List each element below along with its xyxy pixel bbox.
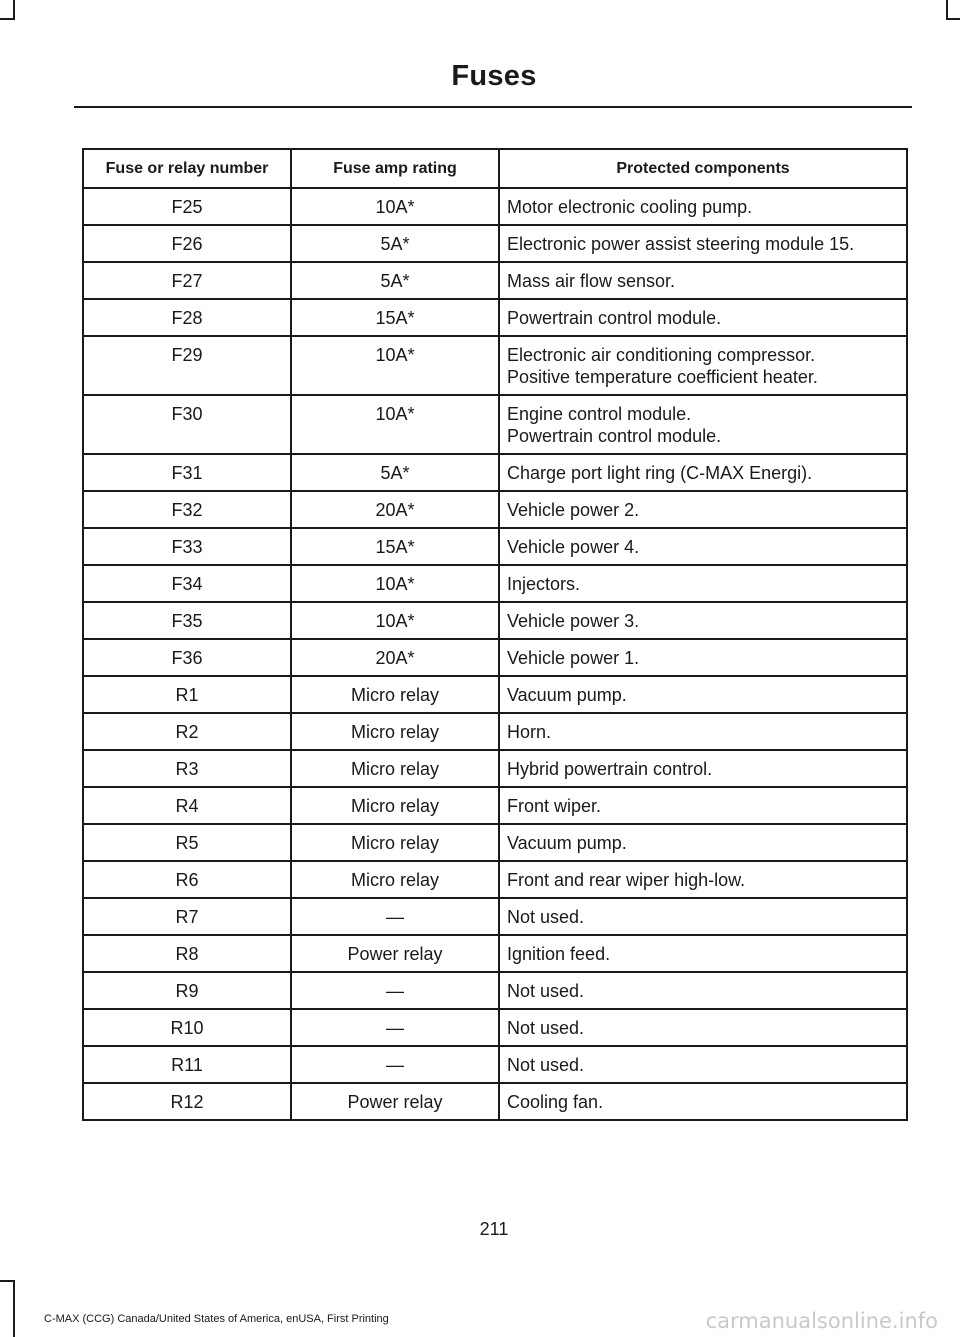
- fuse-rating: 10A*: [291, 602, 499, 639]
- protected-components: [499, 299, 907, 336]
- column-header-rating: Fuse amp rating: [291, 149, 499, 188]
- component-line: Not used.: [507, 981, 585, 1001]
- table-row: [83, 639, 907, 676]
- fuse-number: F33: [83, 528, 291, 565]
- fuse-number: F28: [83, 299, 291, 336]
- protected-components: [499, 824, 907, 861]
- component-line: Engine control module.: [507, 404, 692, 424]
- protected-components: [499, 1083, 907, 1120]
- protected-components: [499, 1046, 907, 1083]
- protected-components: [499, 676, 907, 713]
- protected-components: [499, 861, 907, 898]
- table-row: [83, 565, 907, 602]
- component-line: Electronic power assist steering module 15.: [507, 234, 855, 254]
- protected-components: [499, 454, 907, 491]
- fuse-number: R9: [83, 972, 291, 1009]
- protected-components: [499, 972, 907, 1009]
- component-line: Motor electronic cooling pump.: [507, 197, 753, 217]
- watermark: carmanualsonline.info: [705, 1309, 938, 1333]
- table-row: [83, 898, 907, 935]
- footer-text: C-MAX (CCG) Canada/United States of America, enUSA, First Printing: [44, 1313, 389, 1325]
- fuse-number: R10: [83, 1009, 291, 1046]
- component-line: Mass air flow sensor.: [507, 271, 676, 291]
- table-row: [83, 336, 907, 395]
- table-row: [83, 188, 907, 225]
- table-row: [83, 750, 907, 787]
- component-line: Not used.: [507, 1018, 585, 1038]
- table-row: [83, 676, 907, 713]
- fuse-rating: —: [291, 898, 499, 935]
- component-line: Vacuum pump.: [507, 833, 627, 853]
- fuse-number: R8: [83, 935, 291, 972]
- table-row: [83, 972, 907, 1009]
- component-line: Not used.: [507, 907, 585, 927]
- fuse-number: F27: [83, 262, 291, 299]
- protected-components: [499, 639, 907, 676]
- component-line: Hybrid powertrain control.: [507, 759, 713, 779]
- fuse-number: F25: [83, 188, 291, 225]
- component-line: Cooling fan.: [507, 1092, 604, 1112]
- fuse-rating: —: [291, 972, 499, 1009]
- protected-components: [499, 898, 907, 935]
- title-rule: [74, 106, 912, 108]
- component-line: Not used.: [507, 1055, 585, 1075]
- protected-components: [499, 1009, 907, 1046]
- component-line: Vacuum pump.: [507, 685, 627, 705]
- component-line: Powertrain control module.: [507, 308, 722, 328]
- table-row: [83, 299, 907, 336]
- fuse-number: R7: [83, 898, 291, 935]
- table-row: [83, 491, 907, 528]
- fuse-rating: Micro relay: [291, 824, 499, 861]
- fuse-rating: —: [291, 1009, 499, 1046]
- component-line: Injectors.: [507, 574, 581, 594]
- table-body: [83, 188, 907, 1120]
- fuse-number: R12: [83, 1083, 291, 1120]
- fuse-rating: Power relay: [291, 935, 499, 972]
- table-row: [83, 602, 907, 639]
- fuse-rating: 10A*: [291, 565, 499, 602]
- fuse-rating: 15A*: [291, 528, 499, 565]
- crop-mark-top-left-v: [13, 0, 15, 20]
- protected-components: [499, 188, 907, 225]
- fuse-rating: 5A*: [291, 225, 499, 262]
- fuse-rating: 5A*: [291, 454, 499, 491]
- table-row: [83, 824, 907, 861]
- component-line: Powertrain control module.: [507, 426, 722, 446]
- fuse-number: R5: [83, 824, 291, 861]
- fuse-rating: —: [291, 1046, 499, 1083]
- table-row: [83, 1083, 907, 1120]
- fuse-rating: Micro relay: [291, 861, 499, 898]
- crop-mark-bottom-left-v2: [13, 1280, 15, 1320]
- fuse-rating: Micro relay: [291, 676, 499, 713]
- table-row: [83, 935, 907, 972]
- fuse-rating: 10A*: [291, 395, 499, 454]
- protected-components: [499, 528, 907, 565]
- fuse-table: [82, 148, 908, 1121]
- fuse-number: F35: [83, 602, 291, 639]
- table-row: [83, 395, 907, 454]
- fuse-rating: 20A*: [291, 639, 499, 676]
- fuse-number: R3: [83, 750, 291, 787]
- component-line: Positive temperature coefficient heater.: [507, 367, 818, 387]
- table-row: [83, 1009, 907, 1046]
- fuse-rating: 15A*: [291, 299, 499, 336]
- protected-components: [499, 935, 907, 972]
- fuse-number: R1: [83, 676, 291, 713]
- fuse-number: R2: [83, 713, 291, 750]
- fuse-rating: Micro relay: [291, 713, 499, 750]
- protected-components: [499, 565, 907, 602]
- column-header-components: Protected components: [499, 149, 907, 188]
- protected-components: [499, 787, 907, 824]
- fuse-number: F32: [83, 491, 291, 528]
- table-row: [83, 225, 907, 262]
- protected-components: [499, 713, 907, 750]
- component-line: Vehicle power 1.: [507, 648, 640, 668]
- component-line: Front and rear wiper high-low.: [507, 870, 746, 890]
- fuse-number: R11: [83, 1046, 291, 1083]
- component-line: Horn.: [507, 722, 552, 742]
- column-header-number: Fuse or relay number: [83, 149, 291, 188]
- fuse-number: F30: [83, 395, 291, 454]
- component-line: Vehicle power 2.: [507, 500, 640, 520]
- protected-components: [499, 491, 907, 528]
- fuse-rating: 10A*: [291, 188, 499, 225]
- table-row: [83, 1046, 907, 1083]
- component-line: Charge port light ring (C-MAX Energi).: [507, 463, 813, 483]
- component-line: Electronic air conditioning compressor.: [507, 345, 816, 365]
- protected-components: [499, 262, 907, 299]
- fuse-number: F29: [83, 336, 291, 395]
- fuse-rating: 10A*: [291, 336, 499, 395]
- page-number: 211: [479, 1219, 509, 1239]
- crop-mark-top-left-h: [0, 18, 15, 20]
- table-row: [83, 861, 907, 898]
- component-line: Vehicle power 4.: [507, 537, 640, 557]
- protected-components: [499, 395, 907, 454]
- fuse-rating: Micro relay: [291, 787, 499, 824]
- fuse-number: R6: [83, 861, 291, 898]
- table-header-row: [83, 149, 907, 188]
- component-line: Vehicle power 3.: [507, 611, 640, 631]
- fuse-rating: 20A*: [291, 491, 499, 528]
- fuse-number: F36: [83, 639, 291, 676]
- table-row: [83, 787, 907, 824]
- crop-mark-bottom-left-v: [13, 1318, 15, 1337]
- fuse-rating: Power relay: [291, 1083, 499, 1120]
- protected-components: [499, 225, 907, 262]
- protected-components: [499, 336, 907, 395]
- fuse-number: F34: [83, 565, 291, 602]
- protected-components: [499, 602, 907, 639]
- crop-mark-top-right-h: [946, 18, 960, 20]
- component-line: Front wiper.: [507, 796, 602, 816]
- fuse-rating: 5A*: [291, 262, 499, 299]
- fuse-number: F31: [83, 454, 291, 491]
- fuse-rating: Micro relay: [291, 750, 499, 787]
- table-row: [83, 262, 907, 299]
- table-row: [83, 713, 907, 750]
- page-title: Fuses: [451, 60, 537, 92]
- table-row: [83, 454, 907, 491]
- protected-components: [499, 750, 907, 787]
- crop-mark-top-right-v: [946, 0, 948, 20]
- fuse-number: F26: [83, 225, 291, 262]
- table-row: [83, 528, 907, 565]
- component-line: Ignition feed.: [507, 944, 611, 964]
- fuse-number: R4: [83, 787, 291, 824]
